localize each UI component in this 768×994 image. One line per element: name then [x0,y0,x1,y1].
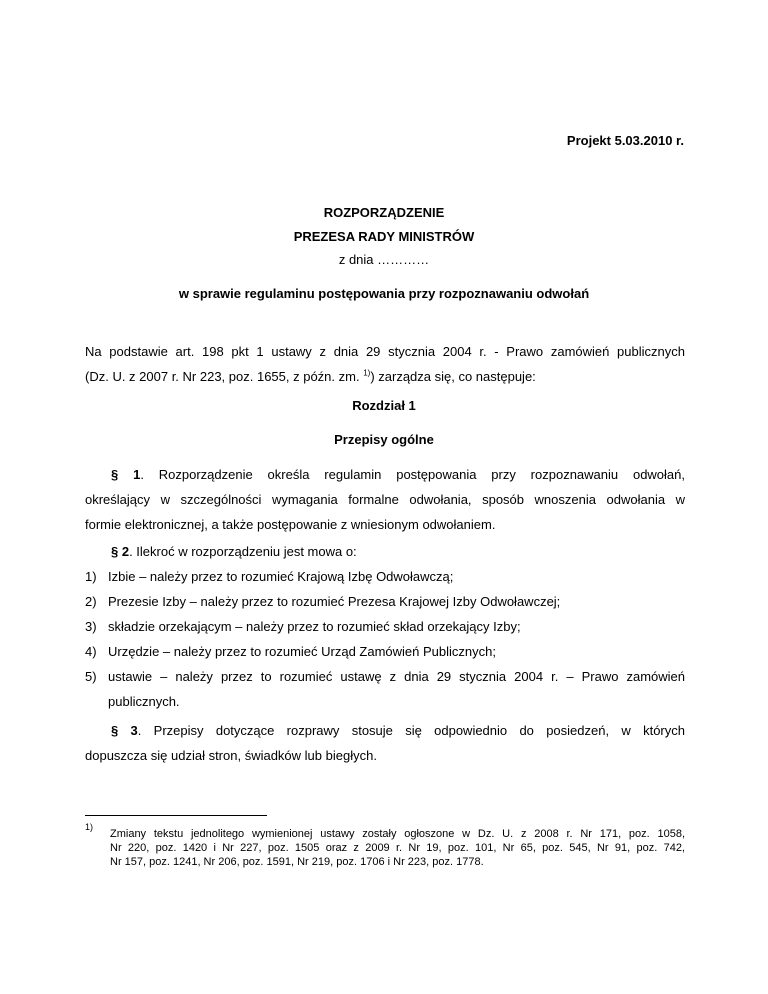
list-item-text [108,664,685,714]
document-type-title: ROZPORZĄDZENIE [323,205,445,220]
list-item [85,589,685,614]
draft-date-header: Projekt 5.03.2010 r. [566,133,684,148]
list-item-number: 4) [85,644,97,659]
list-item-5-line-2: publicznych. [108,694,180,709]
list-item-text: Urzędzie – należy przez to rozumieć Urząd Zamówień Publicznych; [108,644,496,659]
paragraph-3-line-1-text: . Przepisy dotyczące rozprawy stosuje się odpowiednio do posiedzeń, w których [137,723,685,738]
footnote-line-3: Nr 157, poz. 1241, Nr 206, poz. 1591, Nr 219, poz. 1706 i Nr 223, poz. 1778. [110,856,484,868]
paragraph-1 [85,462,685,537]
list-item-number: 3) [85,619,97,634]
footnote-line-2: Nr 220, poz. 1420 i Nr 227, poz. 1505 oraz z 2009 r. Nr 19, poz. 101, Nr 65, poz. 545, Nr 91, poz. 742, [110,842,685,854]
list-item-text: Izbie – należy przez to rozumieć Krajową Izbę Odwoławczą; [108,569,454,584]
preamble-line-2-end: ) zarządza się, co następuje: [370,369,536,384]
list-item-number: 1) [85,569,97,584]
footnote-text [110,827,685,869]
subject-title: w sprawie regulaminu postępowania przy rozpoznawaniu odwołań [178,286,590,301]
chapter-number: Rozdział 1 [352,398,416,413]
chapter-title: Przepisy ogólne [334,432,434,447]
list-item-number: 5) [85,669,97,684]
paragraph-3-label: § 3 [111,723,138,738]
list-item [85,564,685,589]
paragraph-2-label: § 2 [111,544,130,559]
date-line: z dnia ………… [338,252,430,267]
issuer-title: PREZESA RADY MINISTRÓW [293,229,475,244]
footnote-mark: 1) [85,822,94,832]
footnote-separator [85,815,267,816]
paragraph-1-line-3: formie elektronicznej, a także postępowanie z wniesionym odwołaniem. [85,517,496,532]
paragraph-2-intro-line [85,539,685,564]
preamble [85,339,685,389]
paragraph-3-line-2: dopuszcza się udział stron, świadków lub biegłych. [85,748,377,763]
list-item [85,639,685,664]
list-item [85,614,685,639]
preamble-line-1: Na podstawie art. 198 pkt 1 ustawy z dnia 29 stycznia 2004 r. - Prawo zamówień publicznych [85,344,685,359]
paragraph-3-line-1 [85,718,685,743]
footnote-line-1: Zmiany tekstu jednolitego wymienionej ustawy zostały ogłoszone w Dz. U. z 2008 r. Nr 171, poz. 1058, [110,828,685,840]
paragraph-1-line-1 [85,462,685,487]
paragraph-2-intro-text: . Ilekroć w rozporządzeniu jest mowa o: [129,544,357,559]
footnote-reference: 1) [363,368,371,378]
list-item-5-line-1: ustawie – należy przez to rozumieć ustawę z dnia 29 stycznia 2004 r. – Prawo zamówień [108,669,685,684]
paragraph-2-intro [85,539,685,564]
list-item-number: 2) [85,594,97,609]
paragraph-1-line-1-text: . Rozporządzenie określa regulamin postępowania przy rozpoznawaniu odwołań, [140,467,686,482]
list-item-text: składzie orzekającym – należy przez to rozumieć skład orzekający Izby; [108,619,521,634]
paragraph-1-line-2: określający w szczególności wymagania formalne odwołania, sposób wnoszenia odwołania w [85,492,685,507]
preamble-line-2 [85,364,685,389]
preamble-line-2-start: (Dz. U. z 2007 r. Nr 223, poz. 1655, z późn. zm. [85,369,364,384]
paragraph-1-label: § 1 [111,467,141,482]
paragraph-3 [85,718,685,768]
definitions-list [85,564,685,714]
list-item-text: Prezesie Izby – należy przez to rozumieć Prezesa Krajowej Izby Odwoławczej; [108,594,561,609]
list-item [85,664,685,714]
